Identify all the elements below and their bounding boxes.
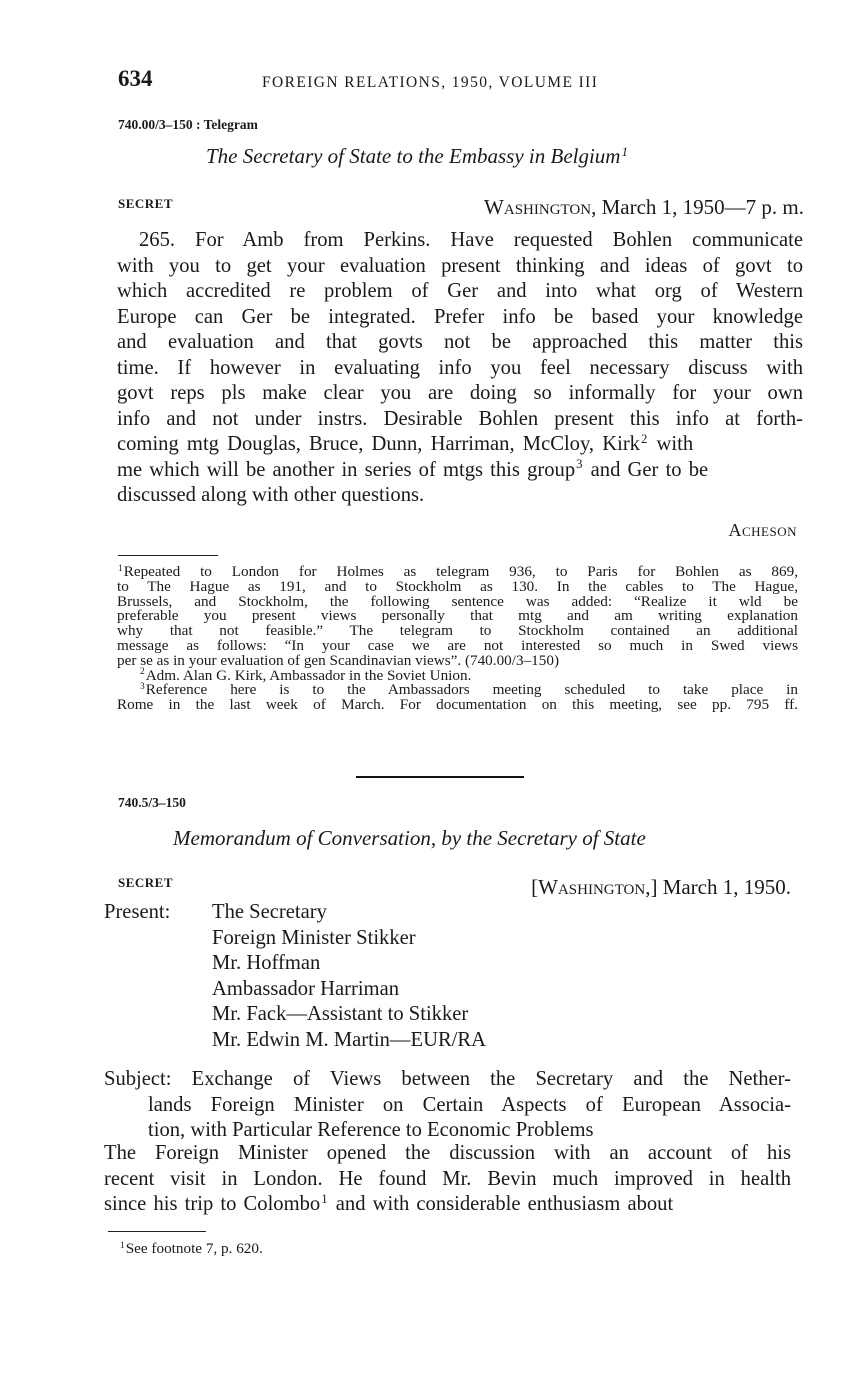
doc1-body-line-part: coming mtg Douglas, Bruce, Dunn, Harriman, McCloy, Kirk — [117, 433, 640, 455]
footnote-mark: 3 — [140, 682, 145, 693]
doc1-body — [117, 228, 803, 509]
doc1-body-line-part: and Ger to be — [583, 458, 709, 481]
doc2-footnote-rule — [108, 1231, 206, 1232]
doc2-body-line-part: since his trip to Colombo — [104, 1193, 321, 1215]
doc1-file-number: 740.00/3–150 : Telegram — [118, 117, 258, 132]
subject-line: tion, with Particular Reference to Economic Problems — [148, 1119, 594, 1141]
doc1-title-text: The Secretary of State to the Embassy in Belgium — [206, 144, 621, 168]
footnote-line: to The Hague as 191, and to Stockholm as 130. In the cables to The Hague, — [117, 577, 798, 595]
doc1-body-footnote-mark: 3 — [576, 457, 583, 472]
doc2-title: Memorandum of Conversation, by the Secretary of State — [173, 826, 646, 850]
doc2-place-date — [531, 875, 791, 900]
doc1-footnotes — [117, 565, 798, 713]
doc1-body-line: time. If however in evaluating info you feel necessary discuss with — [117, 356, 803, 379]
doc2-body-footnote-mark: 1 — [321, 1191, 328, 1206]
doc1-date: , March 1, 1950—7 p. m. — [591, 195, 804, 219]
doc2-body-line: recent visit in London. He found Mr. Bevin much improved in health — [104, 1167, 791, 1190]
footnote-line: why that not feasible.” The telegram to Stockholm contained an additional — [117, 622, 798, 640]
footnote-line: message as follows: “In your case we are not interested so much in Swed views — [117, 636, 798, 654]
running-title: FOREIGN RELATIONS, 1950, VOLUME III — [262, 74, 599, 91]
doc2-subject — [104, 1067, 791, 1144]
footnote-mark: 1 — [118, 563, 123, 574]
footnote-text: Reference here is to the Ambassadors meeting scheduled to take place in — [145, 681, 798, 699]
subject-line: Subject: Exchange of Views between the Secretary and the Nether- — [104, 1068, 791, 1090]
doc1-body-line — [117, 432, 803, 458]
doc1-body-line: which accredited re problem of Ger and into what org of Western — [117, 280, 803, 302]
doc2-body-line-part: and with considerable enthusiasm about — [328, 1193, 674, 1215]
doc1-classification: SECRET — [118, 196, 174, 211]
doc1-body-footnote-mark: 2 — [640, 431, 648, 446]
doc1-signature: Acheson — [728, 520, 797, 540]
doc2-place: Washington — [538, 875, 646, 899]
doc2-classification: SECRET — [118, 875, 174, 890]
present-item: Mr. Fack—Assistant to Stikker — [212, 1003, 469, 1025]
present-item: Mr. Edwin M. Martin—EUR/RA — [212, 1028, 487, 1051]
page-number: 634 — [118, 66, 153, 91]
doc1-body-line-part: me which will be another in series of mtgs this group — [117, 458, 576, 481]
doc1-body-line: and evaluation and that govts not be approached this matter this — [117, 331, 803, 353]
doc1-place: Washington — [484, 195, 592, 219]
doc2-present-label: Present: — [104, 901, 171, 923]
footnote-mark: 1 — [120, 1240, 125, 1251]
doc2-body-line — [104, 1192, 791, 1218]
present-item: The Secretary — [212, 901, 327, 923]
doc2-body-line: The Foreign Minister opened the discussion with an account of his — [104, 1142, 791, 1164]
document-separator — [356, 776, 524, 778]
doc1-body-line: with you to get your evaluation present thinking and ideas of govt to — [117, 254, 803, 277]
footnote-mark: 2 — [140, 667, 145, 678]
present-item: Mr. Hoffman — [212, 952, 321, 974]
doc1-body-line — [117, 458, 803, 484]
footnote-text: See footnote 7, p. 620. — [125, 1240, 263, 1257]
doc1-body-line: 265. For Amb from Perkins. Have requested Bohlen communicate — [139, 229, 803, 251]
doc1-body-line: Europe can Ger be integrated. Prefer info be based your knowledge — [117, 305, 803, 328]
present-item: Ambassador Harriman — [212, 977, 400, 1000]
doc2-present-list — [212, 900, 486, 1053]
doc2-footnote — [119, 1240, 263, 1258]
doc1-body-line: govt reps pls make clear you are doing so informally for your own — [117, 382, 803, 404]
footnote-line: per se as in your evaluation of gen Scandinavian views”. (740.00/3–150) — [117, 651, 560, 669]
doc2-body — [104, 1141, 791, 1218]
doc1-footnote-rule — [118, 555, 218, 556]
doc2-place-close: ,] — [645, 875, 658, 899]
doc1-place-date — [484, 195, 804, 220]
footnote-text: Repeated to London for Holmes as telegram 936, to Paris for Bohlen as 869, — [123, 563, 798, 580]
footnote-text: Adm. Alan G. Kirk, Ambassador in the Soviet Union. — [145, 666, 472, 684]
footnote-line: preferable you present views personally that mtg and am writing explanation — [117, 607, 798, 625]
footnote-line: Brussels, and Stockholm, the following sentence was added: “Realize it wld be — [117, 592, 798, 610]
doc1-body-line: discussed along with other questions. — [117, 484, 425, 506]
subject-line: lands Foreign Minister on Certain Aspects of European Associa- — [148, 1093, 791, 1116]
doc2-file-number: 740.5/3–150 — [118, 795, 186, 810]
doc2-place-open: [ — [531, 875, 539, 899]
doc1-title-footnote-mark: 1 — [621, 143, 628, 159]
doc1-body-line-part: with — [648, 433, 694, 455]
doc2-date: March 1, 1950. — [657, 875, 791, 899]
doc1-title — [206, 144, 629, 169]
doc1-body-line: info and not under instrs. Desirable Bohlen present this info at forth- — [117, 407, 803, 430]
present-item: Foreign Minister Stikker — [212, 926, 416, 949]
footnote-line: Rome in the last week of March. For documentation on this meeting, see pp. 795 ff. — [117, 696, 798, 714]
